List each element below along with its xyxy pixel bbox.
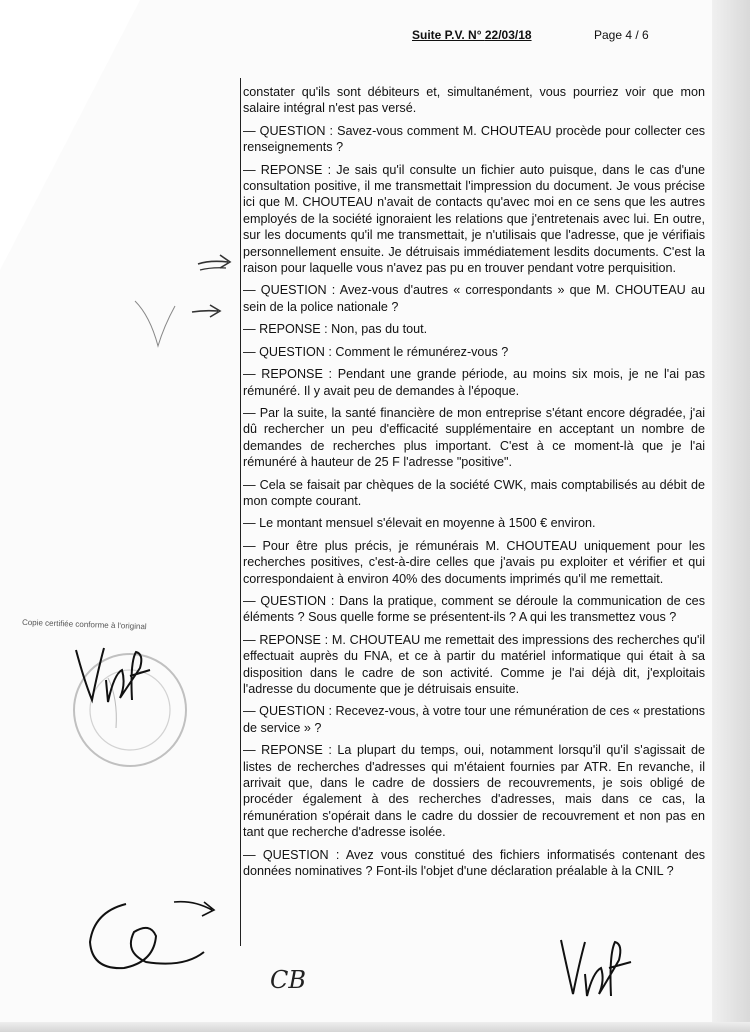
- signature-right: [555, 928, 645, 1003]
- paragraph: — Cela se faisait par chèques de la société CWK, mais comptabilisés au débit de mon compte courant.: [243, 477, 705, 508]
- page-header: [412, 28, 649, 42]
- paragraph: — QUESTION : Savez-vous comment M. CHOUTEAU procède pour collecter ces renseignements ?: [243, 123, 705, 155]
- page-edge-bottom: [0, 1022, 750, 1032]
- margin-rule: [240, 78, 241, 946]
- paragraph: — REPONSE : La plupart du temps, oui, notamment lorsqu'il qu'il s'agissait de listes de recherches d'adresses qui m'étaient fournies par ATR. En revanche, il arrivait que, dans le cadre de dossiers de recouvrements, je sois obligé de procéder également à des recherches d'adresses, mais dans ce cas, la rémunération s'opérait dans le cadre du dossier de recouvrement et non pas en tant que recherche d'adresse isolée.: [243, 743, 705, 840]
- pv-reference: Suite P.V. N° 22/03/18: [412, 28, 532, 42]
- paragraph: constater qu'ils sont débiteurs et, simultanément, vous pourriez voir que mon salaire intégral n'est pas versé.: [243, 85, 705, 116]
- paragraph: — REPONSE : Non, pas du tout.: [243, 322, 428, 337]
- page-edge: [712, 0, 750, 1032]
- paragraph: — QUESTION : Avez-vous d'autres « correspondants » que M. CHOUTEAU au sein de la police nationale ?: [243, 283, 705, 314]
- paragraph: — Par la suite, la santé financière de mon entreprise s'étant encore dégradée, j'ai dû rechercher un peu d'efficacité supplémentaire en acceptant un nombre de demandes de recherches plus important. C'est à ce moment-là que je l'ai rémunéré à hauteur de 25 F l'adresse "positive".: [243, 405, 705, 470]
- paragraph: — REPONSE : Je sais qu'il consulte un fichier auto puisque, dans le cas d'une consultation positive, il me transmettait l'impression du document. Je vous précise ici que M. CHOUTEAU n'avait de contacts qu'avec moi en ce sens que les autres employés de la société ignoraient les relations que j'entretenais avec lui. En outre, sur les documents qu'il me transmettait, je n'utilisais que l'adresse, que je vérifiais personnellement ensuite. Je détruisais immédiatement lesdits documents. C'est la raison pour laquelle vous n'avez pas pu en trouver pendant votre perquisition.: [243, 162, 705, 276]
- signature-scribble: [84, 892, 224, 982]
- paragraph: — REPONSE : M. CHOUTEAU me remettait des impressions des recherches qu'il effectuait auprès du FNA, et ce à partir du matériel informatique qui était à sa disposition dans le cadre de son activité. Comme je l'ai déjà dit, j'exploitais l'adresse du documente que je détruisais ensuite.: [243, 632, 705, 696]
- paragraph: — REPONSE : Pendant une grande période, au moins six mois, je ne l'ai pas rémunéré. Il y avait peu de demandes à l'époque.: [243, 367, 705, 398]
- page-number: Page 4 / 6: [594, 28, 649, 42]
- signature-left: [70, 640, 170, 710]
- paragraph: — Pour être plus précis, je rémunérais M. CHOUTEAU uniquement pour les recherches positives, c'est-à-dire celles que j'avais pu exploiter et vérifier et qui correspondaient à environ 40% des documents imprimés qu'il me remettait.: [243, 538, 705, 586]
- folded-corner: [0, 0, 140, 270]
- deposition-text: [243, 84, 705, 885]
- check-mark-icon: [130, 296, 180, 356]
- handwritten-initials: CB: [270, 966, 306, 994]
- paragraph: — Le montant mensuel s'élevait en moyenne à 1500 € environ.: [243, 516, 596, 531]
- arrow-icon: [196, 250, 236, 274]
- arrow-icon: [190, 302, 226, 322]
- paragraph: — QUESTION : Comment le rémunérez-vous ?: [243, 344, 509, 359]
- paragraph: — QUESTION : Recevez-vous, à votre tour une rémunération de ces « prestations de service » ?: [243, 704, 705, 735]
- paragraph: — QUESTION : Dans la pratique, comment se déroule la communication de ces éléments ? Sous quelle forme se présentent-ils ? A qui les transmettez vous ?: [243, 593, 705, 625]
- certified-copy-note: Copie certifiée conforme à l'original: [21, 617, 147, 632]
- paragraph: — QUESTION : Avez vous constitué des fichiers informatisés contenant des données nominatives ? Font-ils l'objet d'une déclaration préalable à la CNIL ?: [243, 847, 705, 879]
